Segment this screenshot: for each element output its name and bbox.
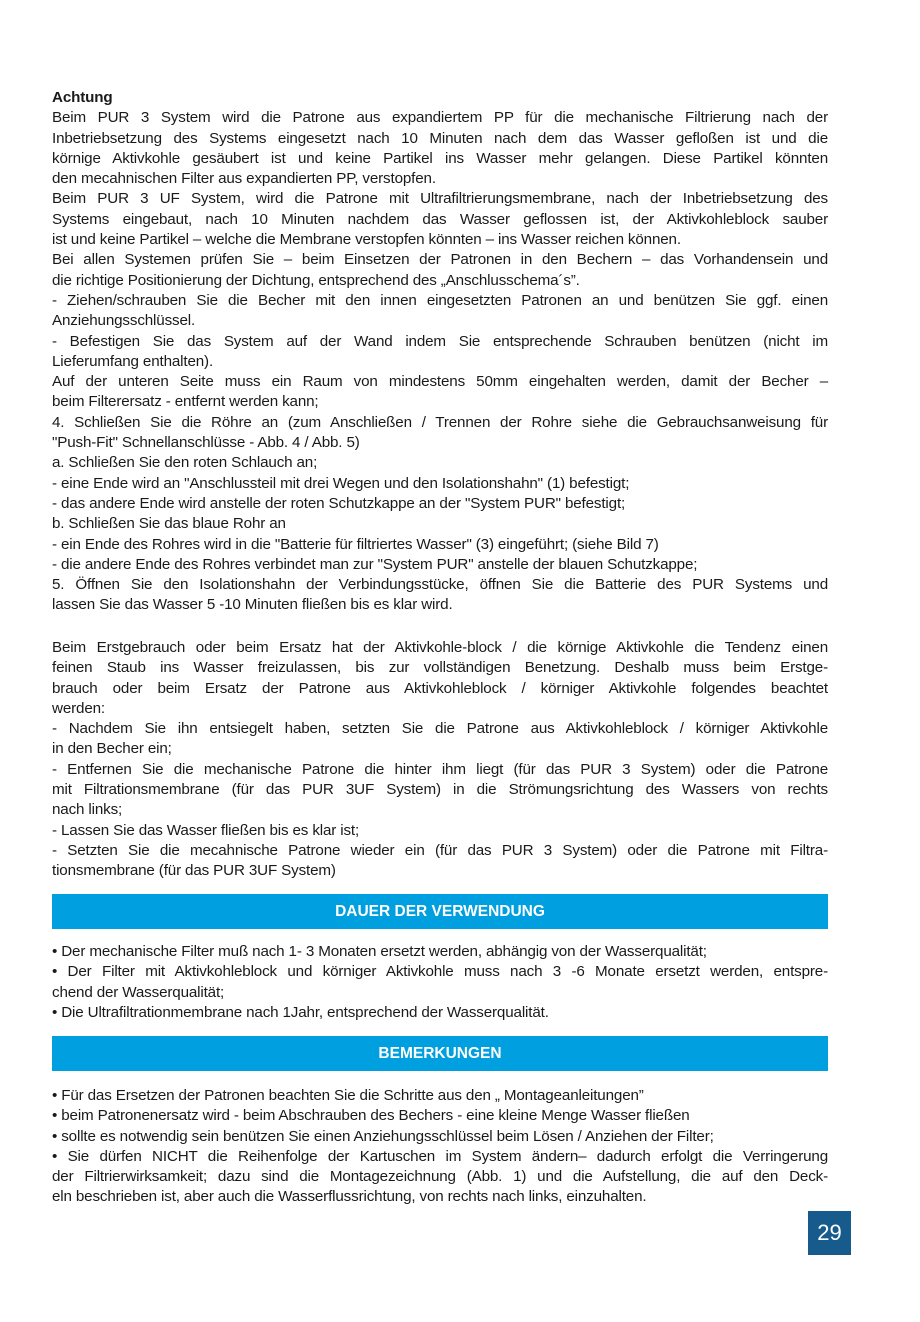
text-line: nach links; [52,801,123,819]
text-line: - Setzten Sie die mecahnische Patrone wieder ein (für das PUR 3 System) oder die Patrone mit Filtra- [52,841,828,859]
text-line: die richtige Positionierung der Dichtung, entsprechend des „Anschlusschema´s”. [52,271,580,289]
text-line: "Push-Fit" Schnellanschlüsse - Abb. 4 / Abb. 5) [52,434,360,452]
text-line: 5. Öffnen Sie den Isolationshahn der Verbindungsstücke, öffnen Sie die Batterie des PUR Systems und [52,576,828,594]
text-line: Beim Erstgebrauch oder beim Ersatz hat der Aktivkohle-block / die körnige Aktivkohle die Tendenz einen [52,639,828,656]
text-line: körnige Aktivkohle gesäubert ist und keine Partikel ins Wasser mehr gelangen. Diese Partikel könnten [52,149,828,167]
text-line: 4. Schließen Sie die Röhre an (zum Anschließen / Trennen der Rohre siehe die Gebrauchsanweisung für [52,413,828,431]
text-line: • Die Ultrafiltrationmembrane nach 1Jahr, entsprechend der Wasserqualität. [52,1003,549,1021]
text-line: • Der mechanische Filter muß nach 1- 3 Monaten ersetzt werden, abhängig von der Wasserqualität; [52,943,707,960]
achtung-body [52,108,828,615]
text-line: Systems eingebaut, nach 10 Minuten nachdem das Wasser geflossen ist, der Aktivkohleblock sauber [52,210,828,228]
text-line: a. Schließen Sie den roten Schlauch an; [52,454,318,472]
dauer-list [52,942,828,1023]
section-title-bemerkungen: BEMERKUNGEN [378,1044,502,1062]
text-line: • sollte es notwendig sein benützen Sie einen Anziehungsschlüssel beim Lösen / Anziehen der Filter; [52,1127,714,1145]
text-line: lassen Sie das Wasser 5 -10 Minuten fließen bis es klar wird. [52,596,453,614]
text-line: feinen Staub ins Wasser freizulassen, bis zur vollständigen Benetzung. Deshalb muss beim Erstge- [52,659,828,677]
text-line: b. Schließen Sie das blaue Rohr an [52,515,286,533]
text-line: • Für das Ersetzen der Patronen beachten Sie die Schritte aus den „ Montageanleitungen” [52,1087,644,1104]
achtung-heading: Achtung [52,89,113,106]
text-line: • Der Filter mit Aktivkohleblock und körniger Aktivkohle muss nach 3 -6 Monate ersetzt werden, entspre- [52,963,828,981]
text-line: - das andere Ende wird anstelle der roten Schutzkappe an der "System PUR" befestigt; [52,494,626,512]
text-line: • Sie dürfen NICHT die Reihenfolge der Kartuschen im System ändern– dadurch erfolgt die Verringerung [52,1147,828,1165]
text-line: brauch oder beim Ersatz der Patrone aus Aktivkohleblock / körniger Aktivkohle folgendes beachtet [52,679,828,697]
text-line: werden: [52,699,105,717]
text-line: • beim Patronenersatz wird - beim Abschrauben des Bechers - eine kleine Menge Wasser fließen [52,1107,690,1125]
text-line: - ein Ende des Rohres wird in die "Batterie für filtriertes Wasser" (3) eingeführt; (siehe Bild 7) [52,535,659,553]
text-line: Inbetriebsetzung des Systems eingesetzt nach 10 Minuten nach dem das Wasser gefloßen ist und die [52,129,828,147]
achtung-section [52,88,828,616]
text-line: in den Becher ein; [52,740,172,758]
text-line: Auf der unteren Seite muss ein Raum von mindestens 50mm eingehalten werden, damit der Becher – [52,373,828,391]
text-line: Lieferumfang enthalten). [52,352,214,370]
section-bar-bemerkungen [52,1036,828,1071]
text-line: - Befestigen Sie das System auf der Wand indem Sie entsprechende Schrauben benützen (nicht im [52,332,828,350]
text-line: - eine Ende wird an "Anschlussteil mit drei Wegen und den Isolationshahn" (1) befestigt; [52,474,630,492]
text-line: der Filtrierwirksamkeit; dazu sind die Montagezeichnung (Abb. 1) und die Aufstellung, die auf den Deck- [52,1168,828,1186]
text-line: - Nachdem Sie ihn entsiegelt haben, setzten Sie die Patrone aus Aktivkohleblock / körniger Aktivkohle [52,720,828,738]
text-line: - Ziehen/schrauben Sie die Becher mit den innen eingesetzten Patronen an und benützen Sie ggf. einen [52,291,828,309]
first-use-section [52,638,828,882]
section-bar-dauer [52,894,828,929]
page-number: 29 [808,1211,851,1255]
section-title-dauer: DAUER DER VERWENDUNG [335,902,545,920]
text-line: den mecahnischen Filter aus expandierten PP, verstopfen. [52,170,436,188]
text-line: mit Filtrationsmembrane (für das PUR 3UF System) in die Strömungsrichtung des Wassers von rechts [52,781,828,799]
text-line: - Lassen Sie das Wasser fließen bis es klar ist; [52,821,360,839]
text-line: eln beschrieben ist, aber auch die Wasserflussrichtung, von rechts nach links, einzuhalten. [52,1188,647,1206]
text-line: Beim PUR 3 UF System, wird die Patrone mit Ultrafiltrierungsmembrane, nach der Inbetriebsetzung des [52,190,828,208]
bemerkungen-list [52,1086,828,1208]
text-line: ist und keine Partikel – welche die Membrane verstopfen könnten – ins Wasser reichen können. [52,231,681,249]
text-line: Beim PUR 3 System wird die Patrone aus expandiertem PP für die mechanische Filtrierung nach der [52,109,828,127]
text-line: beim Filterersatz - entfernt werden kann; [52,393,319,411]
text-line: Anziehungsschlüssel. [52,312,196,330]
text-line: tionsmembrane (für das PUR 3UF System) [52,862,336,880]
text-line: Bei allen Systemen prüfen Sie – beim Einsetzen der Patronen in den Bechern – das Vorhandensein und [52,251,828,269]
text-line: - Entfernen Sie die mechanische Patrone die hinter ihm liegt (für das PUR 3 System) oder die Patrone [52,760,828,778]
text-line: - die andere Ende des Rohres verbindet man zur "System PUR" anstelle der blauen Schutzkappe; [52,555,698,573]
text-line: chend der Wasserqualität; [52,983,225,1001]
